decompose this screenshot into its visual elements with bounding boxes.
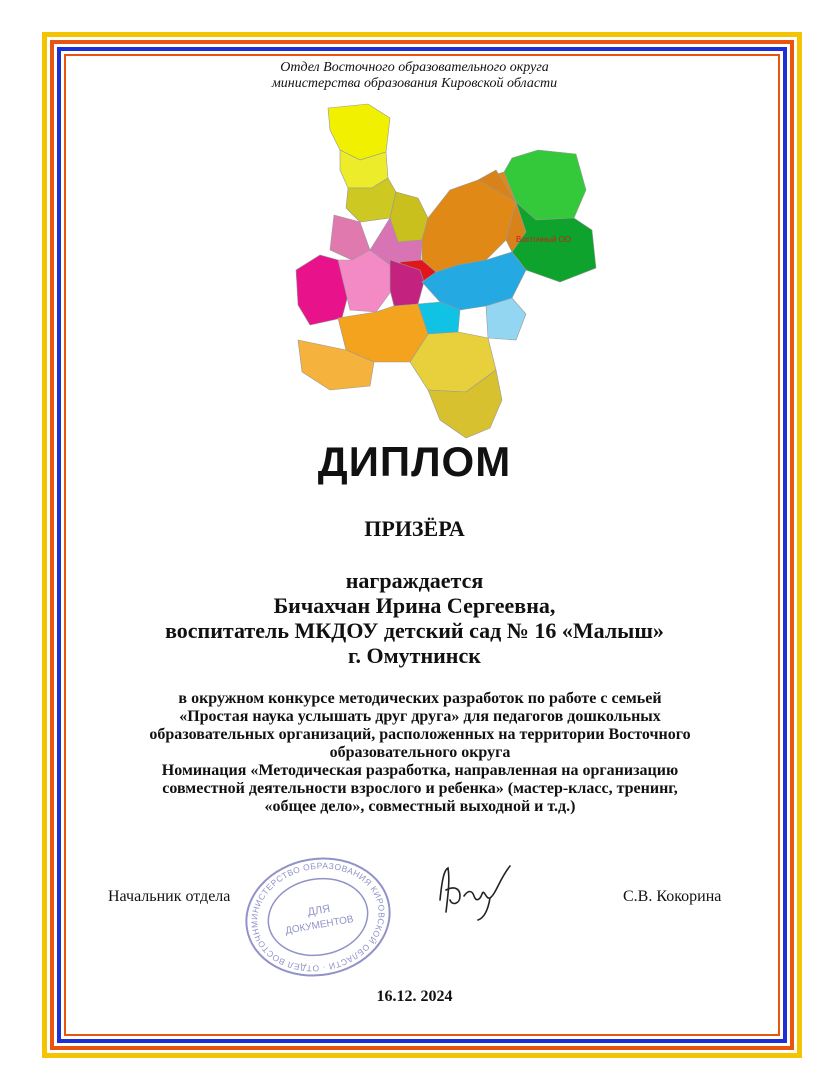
stamp-center-line-1: ДЛЯ xyxy=(306,902,332,919)
description-line-2: «Простая наука услышать друг друга» для педагогов дошкольных xyxy=(179,708,661,725)
diploma-subtitle: ПРИЗЁРА xyxy=(364,516,465,541)
award-block xyxy=(0,568,829,668)
description-line-3: образовательных организаций, расположенных на территории Восточного xyxy=(149,726,691,743)
stamp-ring-text: МИНИСТЕРСТВО ОБРАЗОВАНИЯ КИРОВСКОЙ ОБЛАСТИ · ОТДЕЛ ВОСТОЧНОГО xyxy=(249,860,387,974)
official-stamp xyxy=(238,852,398,982)
signatory-name: С.В. Кокорина xyxy=(623,888,722,905)
issuer-line-2: министерства образования Кировской области xyxy=(271,76,558,91)
recipient-city: г. Омутнинск xyxy=(348,643,481,668)
stamp-center-line-2: ДОКУМЕНТОВ xyxy=(284,913,355,937)
description-line-5: Номинация «Методическая разработка, направленная на организацию xyxy=(161,762,679,779)
map-region-lightblue xyxy=(486,298,526,340)
issue-date: 16.12. 2024 xyxy=(376,988,453,1005)
diploma-title: ДИПЛОМ xyxy=(317,438,512,485)
contest-description xyxy=(100,690,740,816)
signatory-position: Начальник отдела xyxy=(108,888,231,905)
handwritten-signature xyxy=(430,860,520,925)
issuer-line-1: Отдел Восточного образовательного округа xyxy=(280,60,549,75)
description-line-4: образовательного округа xyxy=(329,744,511,761)
awarded-text: награждается xyxy=(345,568,484,593)
issuer-header xyxy=(0,60,829,92)
description-line-7: «общее дело», совместный выходной и т.д.) xyxy=(264,798,576,815)
recipient-position: воспитатель МКДОУ детский сад № 16 «Малыш» xyxy=(165,618,664,643)
recipient-name: Бичахчан Ирина Сергеевна, xyxy=(273,593,556,618)
kirov-region-map xyxy=(290,100,610,445)
map-label-east: Восточный ОО xyxy=(516,235,572,244)
map-region-north xyxy=(328,104,390,160)
description-line-1: в окружном конкурсе методических разработок по работе с семьей xyxy=(178,690,662,707)
description-line-6: совместной деятельности взрослого и ребенка» (мастер-класс, тренинг, xyxy=(162,780,678,797)
